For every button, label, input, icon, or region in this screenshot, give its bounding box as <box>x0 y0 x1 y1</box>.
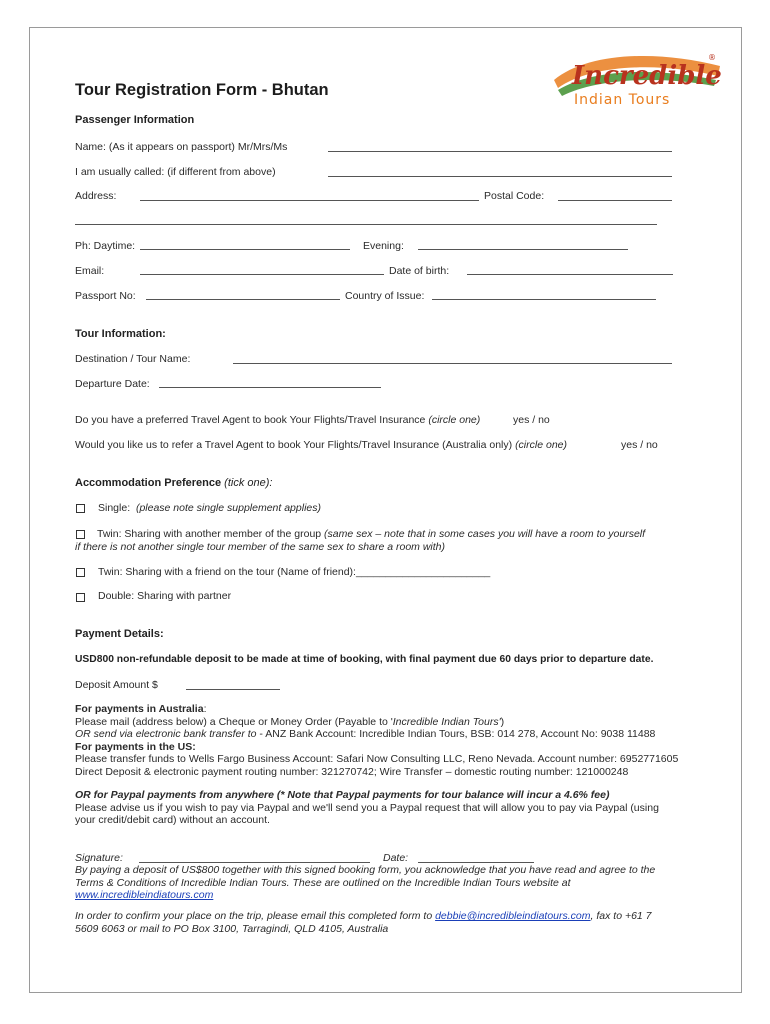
payment-instructions: For payments in Australia: Please mail (address below) a Cheque or Money Order (Payable to 'Incredible Indian Tours') OR send via electronic bank transfer to - ANZ Bank Account: Incredible Indian Tours, BSB: 014 278, Account No: 9038 11488 For payments in the US: Please transfer funds to Wells Fargo Business Account: Safari Now Consulting LLC, Reno Nevada. Account number: 6952771605 Direct Deposit & electronic payment routing number: 321270742; Wire Transfer – domestic routing number: 121000248 <box>75 703 679 778</box>
country-field[interactable] <box>432 299 656 300</box>
deposit-amount-field[interactable] <box>186 689 280 690</box>
agent-q1-options[interactable]: yes / no <box>513 414 550 426</box>
deposit-amount-label: Deposit Amount $ <box>75 679 158 691</box>
address-field[interactable] <box>140 200 479 201</box>
ph-daytime-label: Ph: Daytime: <box>75 240 136 252</box>
double-checkbox[interactable] <box>76 593 85 602</box>
postal-label: Postal Code: <box>484 190 545 202</box>
signature-label: Signature: <box>75 852 123 864</box>
ph-daytime-field[interactable] <box>140 249 350 250</box>
agent-question-1: Do you have a preferred Travel Agent to book Your Flights/Travel Insurance (circle one) <box>75 414 481 426</box>
payment-heading: Payment Details: <box>75 628 164 640</box>
single-checkbox[interactable] <box>76 504 85 513</box>
called-label: I am usually called: (if different from above) <box>75 166 276 178</box>
dob-label: Date of birth: <box>389 265 450 277</box>
destination-field[interactable] <box>233 363 672 364</box>
email-field[interactable] <box>140 274 384 275</box>
double-option-label: Double: Sharing with partner <box>98 590 232 602</box>
deposit-notice: USD800 non-refundable deposit to be made at time of booking, with final payment due 60 days prior to departure date. <box>75 654 654 665</box>
date-label: Date: <box>383 852 409 864</box>
dob-field[interactable] <box>467 274 673 275</box>
svg-text:®: ® <box>708 53 716 62</box>
name-label: Name: (As it appears on passport) Mr/Mrs/Ms <box>75 141 288 153</box>
accommodation-heading: Accommodation Preference (tick one): <box>75 477 273 489</box>
tour-heading: Tour Information: <box>75 328 166 340</box>
name-field[interactable] <box>328 151 672 152</box>
single-option-label: Single: (please note single supplement applies) <box>98 502 321 514</box>
evening-label: Evening: <box>363 240 404 252</box>
evening-field[interactable] <box>418 249 628 250</box>
signature-field[interactable] <box>139 862 370 863</box>
logo-script-text: Incredible <box>572 61 722 91</box>
logo-sub-text: Indian Tours <box>574 92 671 108</box>
date-field[interactable] <box>418 862 534 863</box>
agent-q2-options[interactable]: yes / no <box>621 439 658 451</box>
twin-friend-checkbox[interactable] <box>76 568 85 577</box>
terms-text: By paying a deposit of US$800 together with this signed booking form, you acknowledge that you have read and agree to the Terms & Conditions of Incredible Indian Tours. These are outlined on the Incredible Indian Tours website at www.incredibleindiatours.com <box>75 864 656 901</box>
twin-group-option-label: Twin: Sharing with another member of the group (same sex – note that in some cases you will have a room to yourself if there is not another single tour member of the same sex to share a room with) <box>75 528 646 553</box>
country-label: Country of Issue: <box>345 290 425 302</box>
passport-field[interactable] <box>146 299 340 300</box>
paypal-instructions: OR for Paypal payments from anywhere (* Note that Paypal payments for tour balance will incur a 4.6% fee) Please advise us if you wish to pay via Paypal and we'll send you a Paypal request that will allow you to pay via Paypal (using your credit/debit card) without an account. <box>75 789 659 826</box>
email-link[interactable]: debbie@incredibleindiatours.com <box>435 910 591 922</box>
page-title: Tour Registration Form - Bhutan <box>75 81 329 99</box>
agent-question-2: Would you like us to refer a Travel Agent to book Your Flights/Travel Insurance (Australia only) (circle one) <box>75 439 567 451</box>
postal-field[interactable] <box>558 200 672 201</box>
address-field-line2[interactable] <box>75 224 657 225</box>
departure-field[interactable] <box>159 387 381 388</box>
twin-friend-option-label: Twin: Sharing with a friend on the tour (Name of friend):_______________________ <box>98 566 491 578</box>
incredible-indian-tours-logo <box>548 46 724 110</box>
called-field[interactable] <box>328 176 672 177</box>
address-label: Address: <box>75 190 117 202</box>
website-link[interactable]: www.incredibleindiatours.com <box>75 889 214 901</box>
email-label: Email: <box>75 265 105 277</box>
destination-label: Destination / Tour Name: <box>75 353 191 365</box>
passport-label: Passport No: <box>75 290 136 302</box>
confirm-text: In order to confirm your place on the trip, please email this completed form to debbie@incredibleindiatours.com, fax to +61 7 5609 6063 or mail to PO Box 3100, Tarragindi, QLD 4105, Australia <box>75 910 652 935</box>
passenger-heading: Passenger Information <box>75 114 195 126</box>
departure-label: Departure Date: <box>75 378 150 390</box>
